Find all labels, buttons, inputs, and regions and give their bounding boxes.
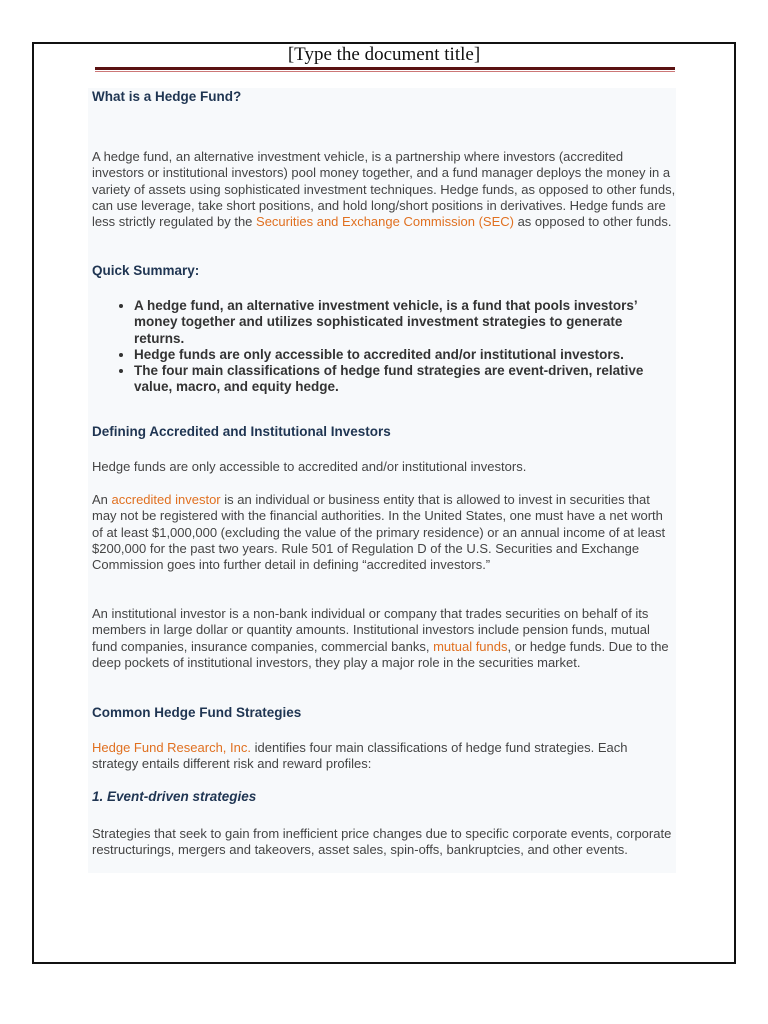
document-title: [Type the document title]: [287, 44, 481, 65]
heading-strategies: Common Hedge Fund Strategies: [92, 705, 302, 720]
sec-link[interactable]: Securities and Exchange Commission (SEC): [256, 214, 514, 230]
paragraph-event-driven: Strategies that seek to gain from inefficient price changes due to specific corporate events, corporate restructurings, mergers and takeovers, asset sales, spin-offs, bankruptcies, and other events.: [92, 826, 672, 858]
heading-quick-summary: Quick Summary:: [92, 263, 200, 278]
heading-what-is-hedge-fund: What is a Hedge Fund?: [92, 89, 242, 104]
hedge-fund-research-link[interactable]: Hedge Fund Research, Inc.: [92, 740, 251, 755]
paragraph-accredited: An accredited investor is an individual or business entity that is allowed to invest in securities that may not be registered with the financial authorities. In the United States, one must have a net worth of at least $1,000,000 (excluding the value of the primary residence) or an annual income of at least $200,000 for the past two years. Rule 501 of Regulation D of the U.S. Securities and Exchange Commission goes into further detail in defining “accredited investors.”: [92, 492, 666, 573]
list-item: • Hedge funds are only accessible to accredited and/or institutional investors.: [134, 347, 672, 363]
heading-event-driven: 1. Event-driven strategies: [92, 789, 257, 804]
paragraph-access: Hedge funds are only accessible to accredited and/or institutional investors.: [92, 459, 527, 474]
title-rule-thin: [95, 71, 675, 72]
title-rule: [95, 67, 675, 70]
paragraph-definition: A hedge fund, an alternative investment vehicle, is a partnership where investors (accredited investors or institutional investors) pool money together, and a fund manager deploys the money in a variety of assets using sophisticated investment techniques. Hedge funds, as opposed to other funds, can use leverage, take short positions, and hold long/short positions in derivatives. Hedge funds are less strictly regulated by the Securities and Exchange Commission (SEC) as opposed to other funds.: [92, 149, 676, 230]
paragraph-institutional: An institutional investor is a non-bank individual or company that trades securities on behalf of its members in large dollar or quantity amounts. Institutional investors include pension funds, mutual fund companies, insurance companies, commercial banks, mutual funds, or hedge funds. Due to the deep pockets of institutional investors, they play a major role in the securities market.: [92, 606, 669, 670]
summary-list: [88, 298, 672, 396]
heading-defining-investors: Defining Accredited and Institutional Investors: [92, 424, 391, 439]
list-item: • A hedge fund, an alternative investment vehicle, is a fund that pools investors’ money together and utilizes sophisticated investment strategies to generate returns.: [134, 298, 672, 347]
accredited-investor-link[interactable]: accredited investor: [111, 492, 221, 507]
mutual-funds-link[interactable]: mutual funds: [433, 638, 508, 654]
paragraph-strategies: Hedge Fund Research, Inc. identifies four main classifications of hedge fund strategies. Each strategy entails different risk and reward profiles:: [92, 740, 628, 772]
list-item: • The four main classifications of hedge fund strategies are event-driven, relative value, macro, and equity hedge.: [134, 363, 672, 396]
